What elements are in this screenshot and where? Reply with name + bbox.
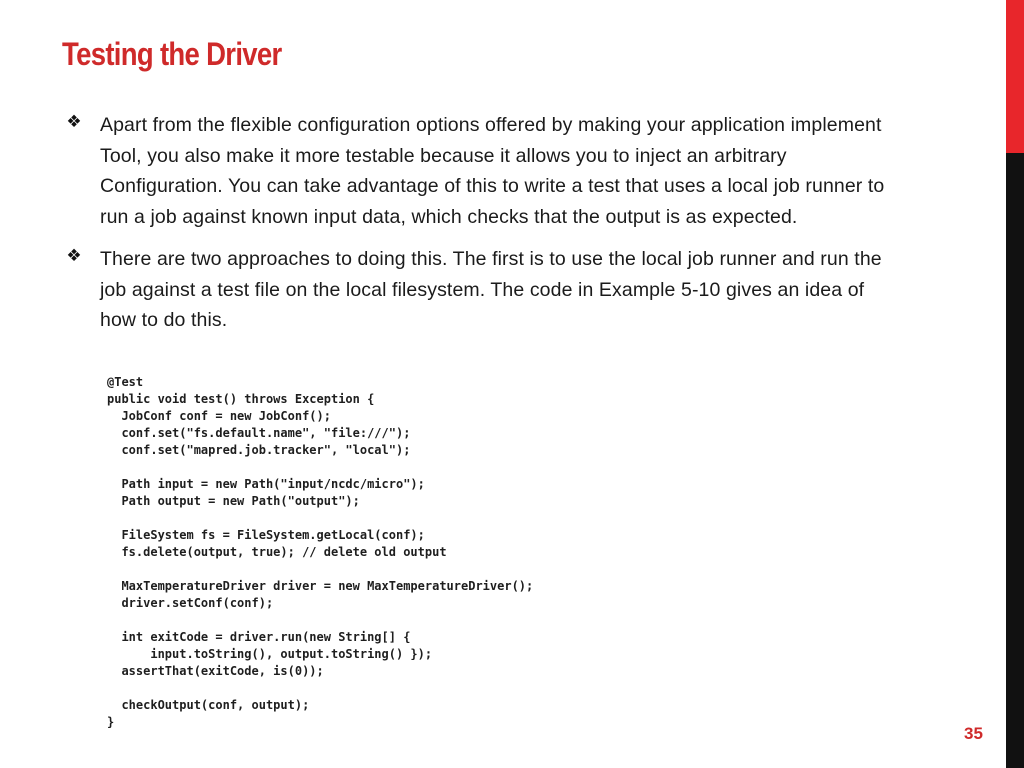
bullet-list <box>62 110 902 348</box>
bullet-item <box>62 110 902 232</box>
side-accent-bar-black <box>1006 153 1024 768</box>
slide-title: Testing the Driver <box>62 36 282 72</box>
bullet-item <box>62 244 902 336</box>
bullet-text: Apart from the flexible configuration options offered by making your application implement Tool, you also make it more testable because it allows you to inject an arbitrary Configuration. You can take advantage of this to write a test that uses a local job runner to run a job against known input data, which checks that the output is as expected. <box>100 114 885 228</box>
diamond-bullet-icon: ❖ <box>66 112 82 131</box>
diamond-bullet-icon: ❖ <box>66 246 82 265</box>
code-listing: @Test public void test() throws Exception { JobConf conf = new JobConf(); conf.set("fs.default.name", "file:///"); conf.set("mapred.job.tracker", "local"); Path input = new Path("input/ncdc/micro"); Path output = new Path("output"); FileSystem fs = FileSystem.getLocal(conf); fs.delete(output, true); // delete old output MaxTemperatureDriver driver = new MaxTemperatureDriver(); driver.setConf(conf); int exitCode = driver.run(new String[] { input.toString(), output.toString() }); assertThat(exitCode, is(0)); checkOutput(conf, output); } <box>107 375 534 729</box>
bullet-text: There are two approaches to doing this. The first is to use the local job runner and run the job against a test file on the local filesystem. The code in Example 5-10 gives an idea of how to do this. <box>100 248 882 331</box>
page-number: 35 <box>964 724 983 743</box>
side-accent-bar-red <box>1006 0 1024 153</box>
